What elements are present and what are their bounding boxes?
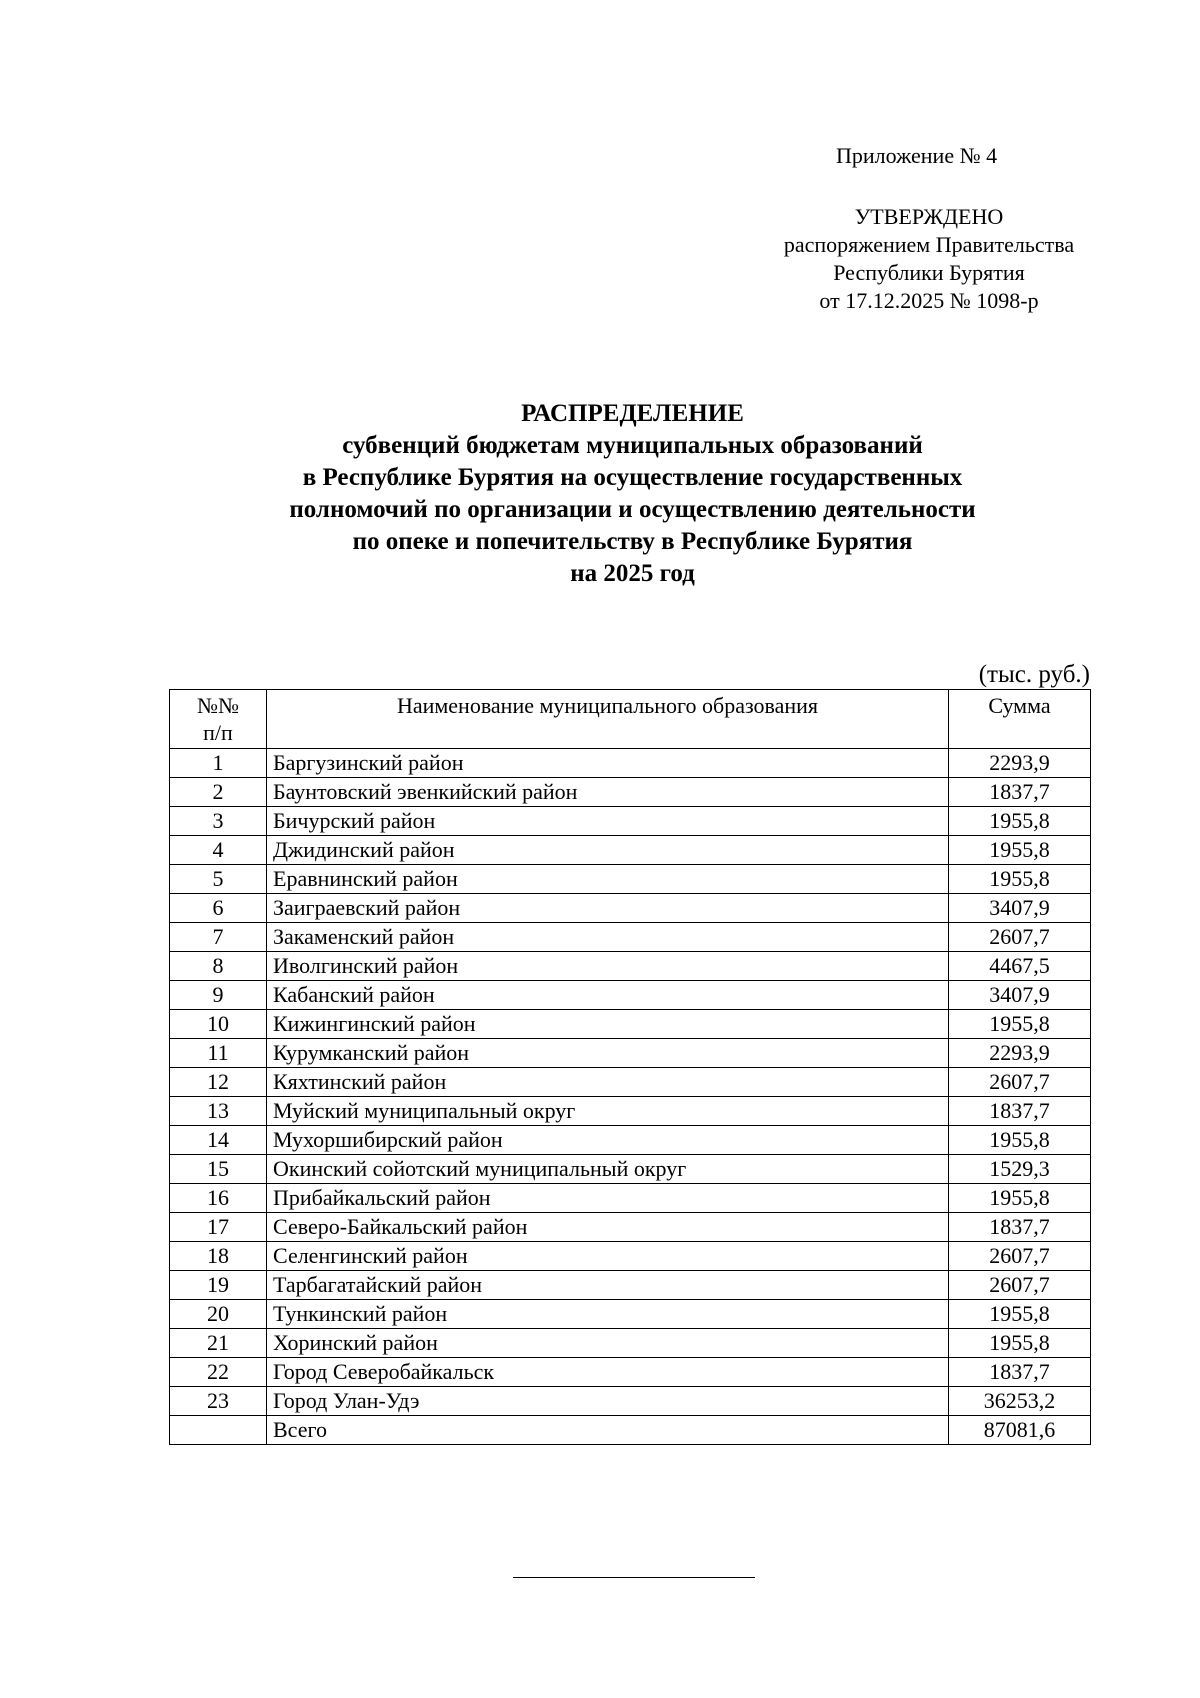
row-number: 23 [170, 1387, 267, 1416]
row-name: Кижингинский район [267, 1010, 949, 1039]
table-row [170, 1329, 1091, 1358]
row-number: 1 [170, 749, 267, 778]
title-line: по опеке и попечительству в Республике Бурятия [352, 528, 913, 555]
row-number [170, 1416, 267, 1445]
row-number: 18 [170, 1242, 267, 1271]
row-name: Баунтовский эвенкийский район [267, 778, 949, 807]
row-name: Еравнинский район [267, 865, 949, 894]
row-number: 4 [170, 836, 267, 865]
approval-line: УТВЕРЖДЕНО [854, 204, 1004, 229]
row-number: 12 [170, 1068, 267, 1097]
table-row [170, 1184, 1091, 1213]
header-name: Наименование муниципального образования [267, 690, 949, 749]
title-line: на 2025 год [570, 560, 695, 587]
table-row [170, 1126, 1091, 1155]
table-row [170, 1300, 1091, 1329]
row-number: 13 [170, 1097, 267, 1126]
row-name: Тарбагатайский район [267, 1271, 949, 1300]
row-number: 10 [170, 1010, 267, 1039]
table-row [170, 1213, 1091, 1242]
row-name: Кабанский район [267, 981, 949, 1010]
row-name: Муйский муниципальный округ [267, 1097, 949, 1126]
row-number: 14 [170, 1126, 267, 1155]
row-sum: 1955,8 [949, 807, 1091, 836]
row-sum: 1529,3 [949, 1155, 1091, 1184]
title-line: субвенций бюджетам муниципальных образований [342, 432, 923, 459]
header-number-line1: №№ [197, 693, 239, 718]
appendix-number: Приложение № 4 [836, 143, 998, 168]
row-sum: 3407,9 [949, 981, 1091, 1010]
row-sum: 1955,8 [949, 836, 1091, 865]
row-number: 9 [170, 981, 267, 1010]
row-name: Кяхтинский район [267, 1068, 949, 1097]
approval-stamp [740, 203, 1118, 315]
row-sum: 4467,5 [949, 952, 1091, 981]
row-sum: 1955,8 [949, 1184, 1091, 1213]
row-number: 15 [170, 1155, 267, 1184]
row-number: 19 [170, 1271, 267, 1300]
total-row [170, 1416, 1091, 1445]
row-sum: 2293,9 [949, 749, 1091, 778]
row-name: Иволгинский район [267, 952, 949, 981]
row-name: Мухоршибирский район [267, 1126, 949, 1155]
approval-line: от 17.12.2025 № 1098-р [819, 288, 1039, 313]
table-row [170, 836, 1091, 865]
table-row [170, 923, 1091, 952]
table-row [170, 1387, 1091, 1416]
row-number: 17 [170, 1213, 267, 1242]
row-sum: 1837,7 [949, 1213, 1091, 1242]
row-number: 6 [170, 894, 267, 923]
title-line: полномочий по организации и осуществлению деятельности [289, 496, 976, 523]
header-number-line2: п/п [203, 720, 233, 745]
row-number: 2 [170, 778, 267, 807]
row-sum: 1955,8 [949, 1329, 1091, 1358]
row-number: 21 [170, 1329, 267, 1358]
row-sum: 2607,7 [949, 1242, 1091, 1271]
row-name: Курумканский район [267, 1039, 949, 1068]
table-row [170, 1155, 1091, 1184]
row-sum: 87081,6 [949, 1416, 1091, 1445]
header-number [170, 690, 267, 749]
approval-line: распоряжением Правительства [783, 232, 1075, 257]
row-sum: 1955,8 [949, 1126, 1091, 1155]
row-name: Город Улан-Удэ [267, 1387, 949, 1416]
row-sum: 2607,7 [949, 923, 1091, 952]
row-number: 8 [170, 952, 267, 981]
row-number: 3 [170, 807, 267, 836]
distribution-table [169, 689, 1091, 1445]
row-name: Тункинский район [267, 1300, 949, 1329]
footer-divider [513, 1577, 755, 1578]
row-name: Заиграевский район [267, 894, 949, 923]
row-number: 5 [170, 865, 267, 894]
header-sum: Сумма [949, 690, 1091, 749]
row-number: 16 [170, 1184, 267, 1213]
row-sum: 2293,9 [949, 1039, 1091, 1068]
table-row [170, 1010, 1091, 1039]
table-row [170, 1039, 1091, 1068]
row-name: Баргузинский район [267, 749, 949, 778]
row-sum: 2607,7 [949, 1068, 1091, 1097]
row-name: Всего [267, 1416, 949, 1445]
table-row [170, 1097, 1091, 1126]
table-row [170, 981, 1091, 1010]
table-row [170, 1271, 1091, 1300]
table-row [170, 778, 1091, 807]
table-row [170, 1242, 1091, 1271]
row-name: Северо-Байкальский район [267, 1213, 949, 1242]
row-number: 11 [170, 1039, 267, 1068]
row-name: Бичурский район [267, 807, 949, 836]
table-row [170, 749, 1091, 778]
row-number: 20 [170, 1300, 267, 1329]
row-name: Хоринский район [267, 1329, 949, 1358]
row-sum: 36253,2 [949, 1387, 1091, 1416]
title-line: РАСПРЕДЕЛЕНИЕ [521, 400, 744, 427]
row-sum: 1955,8 [949, 1300, 1091, 1329]
table-row [170, 952, 1091, 981]
row-sum: 1837,7 [949, 1097, 1091, 1126]
table-row [170, 1358, 1091, 1387]
table-header-row [170, 690, 1091, 749]
row-name: Окинский сойотский муниципальный округ [267, 1155, 949, 1184]
row-sum: 1955,8 [949, 865, 1091, 894]
title-line: в Республике Бурятия на осуществление государственных [302, 464, 963, 491]
table-body [170, 749, 1091, 1445]
row-name: Прибайкальский район [267, 1184, 949, 1213]
row-number: 7 [170, 923, 267, 952]
row-number: 22 [170, 1358, 267, 1387]
approval-line: Республики Бурятия [833, 260, 1025, 285]
row-name: Город Северобайкальск [267, 1358, 949, 1387]
table-row [170, 865, 1091, 894]
table-row [170, 807, 1091, 836]
row-name: Селенгинский район [267, 1242, 949, 1271]
row-name: Джидинский район [267, 836, 949, 865]
table-row [170, 894, 1091, 923]
document-title [170, 398, 1095, 590]
units-label: (тыс. руб.) [978, 661, 1090, 688]
row-sum: 3407,9 [949, 894, 1091, 923]
row-sum: 1955,8 [949, 1010, 1091, 1039]
table-row [170, 1068, 1091, 1097]
row-sum: 1837,7 [949, 778, 1091, 807]
row-name: Закаменский район [267, 923, 949, 952]
row-sum: 2607,7 [949, 1271, 1091, 1300]
row-sum: 1837,7 [949, 1358, 1091, 1387]
